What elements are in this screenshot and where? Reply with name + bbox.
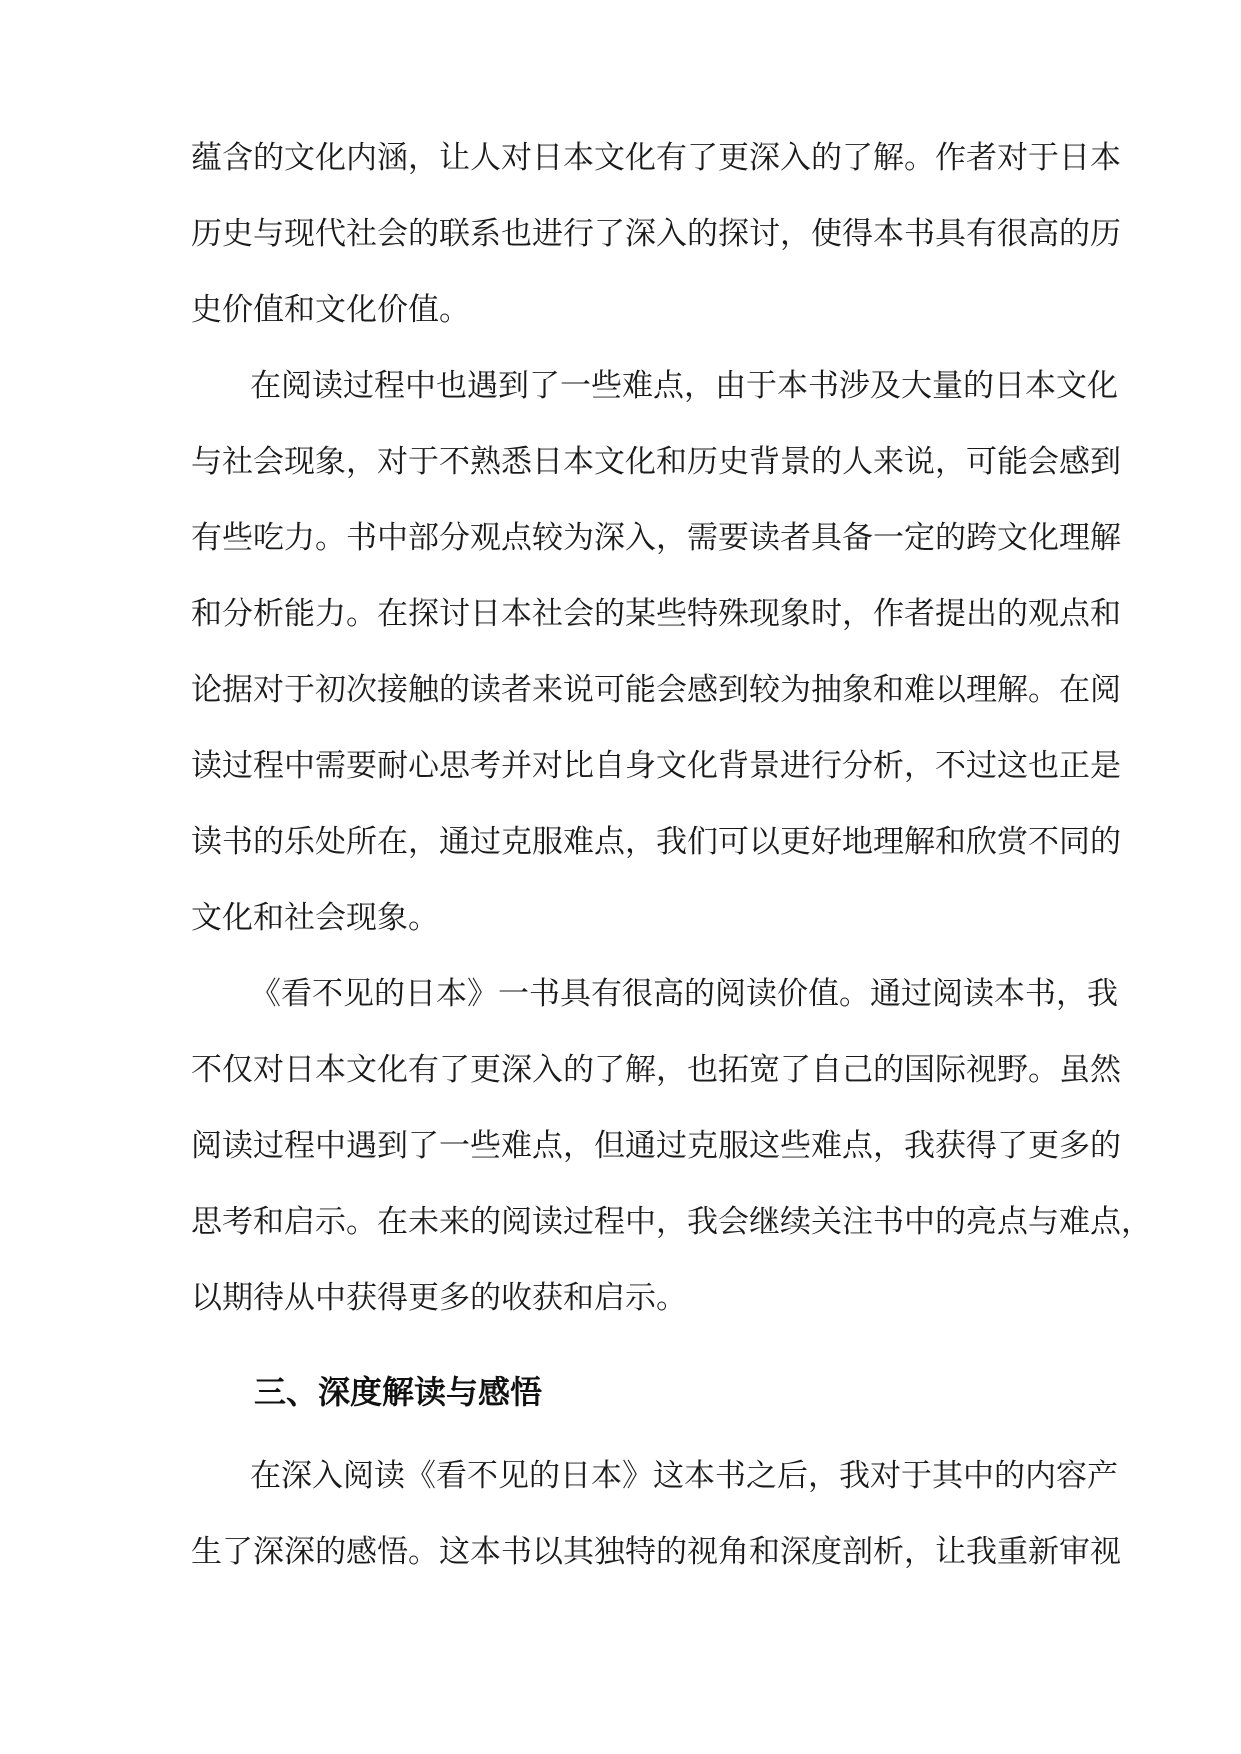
body-text-line: 文化和社会现象。	[191, 900, 439, 936]
body-text-line: 《看不见的日本》一书具有很高的阅读价值。通过阅读本书，我	[250, 976, 1118, 1012]
body-text-line: 读书的乐处所在，通过克服难点，我们可以更好地理解和欣赏不同的	[191, 824, 1121, 860]
section-heading: 三、深度解读与感悟	[254, 1373, 543, 1411]
body-text-line: 不仅对日本文化有了更深入的了解，也拓宽了自己的国际视野。虽然	[191, 1052, 1121, 1088]
body-text-line: 阅读过程中遇到了一些难点，但通过克服这些难点，我获得了更多的	[191, 1128, 1121, 1164]
body-text-line: 以期待从中获得更多的收获和启示。	[191, 1280, 687, 1316]
body-text-line: 读过程中需要耐心思考并对比自身文化背景进行分析，不过这也正是	[191, 748, 1121, 784]
body-text-line: 有些吃力。书中部分观点较为深入，需要读者具备一定的跨文化理解	[191, 520, 1121, 556]
body-text-line: 历史与现代社会的联系也进行了深入的探讨，使得本书具有很高的历	[191, 216, 1121, 252]
body-text-line: 在阅读过程中也遇到了一些难点，由于本书涉及大量的日本文化	[250, 368, 1118, 404]
body-text-line: 论据对于初次接触的读者来说可能会感到较为抽象和难以理解。在阅	[191, 672, 1121, 708]
body-text-line: 在深入阅读《看不见的日本》这本书之后，我对于其中的内容产	[250, 1458, 1118, 1494]
body-text-line: 生了深深的感悟。这本书以其独特的视角和深度剖析，让我重新审视	[191, 1534, 1121, 1570]
body-text-line: 蕴含的文化内涵，让人对日本文化有了更深入的了解。作者对于日本	[191, 140, 1121, 176]
body-text-line: 史价值和文化价值。	[191, 292, 470, 328]
body-text-line: 思考和启示。在未来的阅读过程中，我会继续关注书中的亮点与难点，	[191, 1204, 1152, 1240]
body-text-line: 与社会现象，对于不熟悉日本文化和历史背景的人来说，可能会感到	[191, 444, 1121, 480]
body-text-line: 和分析能力。在探讨日本社会的某些特殊现象时，作者提出的观点和	[191, 596, 1121, 632]
